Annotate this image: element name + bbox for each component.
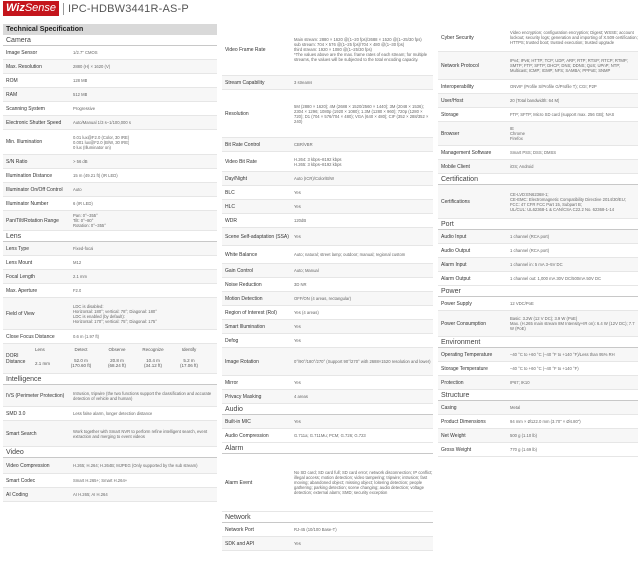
spec-value: RJ-45 (10/100 Base-T) (294, 527, 337, 532)
spec-value: 3 streams (294, 80, 313, 85)
intel-row (3, 407, 217, 421)
spec-label: Noise Reduction (225, 281, 262, 288)
c2-row (222, 320, 433, 334)
spec-value: 770 g (1.69 lb) (510, 447, 538, 452)
spec-label: RAM (6, 91, 18, 98)
camera-row (3, 183, 217, 197)
section-audio: Audio (222, 404, 433, 415)
dori-label: DORI Distance (6, 352, 26, 365)
c3-row (438, 122, 638, 146)
spec-label: Network Port (225, 526, 254, 533)
spec-title: Technical Specification (3, 24, 217, 35)
lens-row (3, 256, 217, 270)
port-row (438, 272, 638, 286)
dori-value-cell: 20.8 m (68.24 ft) (107, 358, 126, 368)
c2-row (222, 186, 433, 200)
spec-value: AI H.265; AI H.264 (73, 492, 108, 497)
spec-label: Net Weight (441, 432, 466, 439)
spec-value: 94 mm × Ø122.0 mm (3.70" × Ø4.80") (510, 419, 581, 424)
spec-label: Management Software (441, 149, 492, 156)
spec-value: FTP; SFTP; Micro SD card (support max. 256 GB); NAS (510, 112, 615, 117)
camera-row (3, 197, 217, 211)
lens-row (3, 284, 217, 298)
spec-value: 1 channel in: 5 mA 3–5V DC (510, 262, 563, 267)
spec-value: 0°/90°/180°/270° (Support 90°/270° with 2688×1520 resolution and lower) (294, 359, 431, 364)
spec-label: Electronic Shutter Speed (6, 119, 62, 126)
dori-head-cell: Detect (74, 347, 88, 352)
lens-row (3, 330, 217, 344)
spec-label: Network Protocol (441, 62, 480, 69)
spec-value: 1 channel (RCA port) (510, 248, 550, 253)
dori-value-cell: 5.2 m (17.06 ft) (179, 358, 198, 368)
c3-row (438, 80, 638, 94)
c2-row (222, 214, 433, 228)
dori-head (33, 345, 217, 354)
spec-label: Alarm Output (441, 275, 471, 282)
spec-label: Browser (441, 130, 460, 137)
spec-value: Auto/Manual 1/3 s–1/100,000 s (73, 120, 131, 125)
lens-row (3, 242, 217, 256)
spec-label: AI Coding (6, 491, 28, 498)
port-row (438, 230, 638, 244)
network-row (222, 537, 433, 551)
spec-value: 2.1 mm (73, 274, 87, 279)
page-footer-marks (180, 582, 480, 585)
spec-value: 0.01 lux@F2.0 (Color, 30 IRE) 0.001 lux@F2.0 (B/W, 30 IRE) 0 lux (Illuminator on) (73, 134, 130, 150)
c2-row (222, 24, 433, 76)
spec-value: CE-LVD:EN62368-1; CE-EMC: Electromagnetic Compatibility Directive 2014/30/EU; FCC: 47 CFR FCC Part 15, Subpart B; UL/CUL: UL62368-1 & CAN/CSA C22.2 No. 62368-1-14 (510, 191, 626, 212)
spec-label: Audio Compression (225, 432, 269, 439)
port-row (438, 244, 638, 258)
camera-row (3, 88, 217, 102)
spec-value: Yes (294, 324, 301, 329)
c2-row (222, 138, 433, 152)
section-environment: Environment (438, 337, 638, 348)
spec-value: Auto; natural; street lamp; outdoor; manual; regional custom (294, 252, 406, 257)
spec-value: Yes (294, 541, 301, 546)
spec-value: CBR/VBR (294, 142, 313, 147)
spec-label: Built-in MIC (225, 418, 251, 425)
c2-row (222, 306, 433, 320)
spec-label: SDK and API (225, 540, 255, 547)
spec-label: Casing (441, 404, 457, 411)
section-intelligence: Intelligence (3, 374, 217, 385)
camera-row (3, 169, 217, 183)
env-row (438, 376, 638, 390)
spec-value: Yes (294, 380, 301, 385)
spec-value: LDC is disabled: Horizontal: 180°; vertical: 78°; Diagonal: 180° LDC is enabled (by default): Horizontal: 170°; vertical: 75°; Diagonal: 175° (73, 303, 157, 324)
spec-value: 20 (Total bandwidth: 64 M) (510, 98, 560, 103)
spec-label: Motion Detection (225, 295, 263, 302)
spec-value: M12 (73, 260, 82, 265)
camera-row (3, 102, 217, 116)
spec-value: Main stream: 2880 × 1620 @(1–20 fps)/2688 × 1520 @(1–25/30 fps) sub stream: 704 × 576 @(1–25 fps)/704 × 480 @(1–30 fps) third stream: 1920 × 1080 @(1–25/30 fps) *The values above are the max. frame rates of each stream; for multiple streams, the values will be subjected to the total encoding capacity. (294, 37, 428, 62)
spec-label: Power Supply (441, 300, 472, 307)
c3-row (438, 146, 638, 160)
spec-label: Stream Capability (225, 79, 265, 86)
c3-row (438, 108, 638, 122)
spec-value: Basic: 3.2W (12 V DC); 3.9 W (PoE) Max. (H.265 main stream 8M Intensity+IR on): 6.4 W (12V DC); 7.7 W (PoE) (510, 316, 635, 331)
dori-row (3, 344, 217, 374)
spec-column-3 (438, 24, 638, 457)
cert-row (438, 185, 638, 219)
spec-label: Storage (441, 111, 459, 118)
spec-value: Work together with Smart NVR to perform refine intelligent search, event extraction and merging to event videos (73, 428, 208, 439)
spec-label: BLC (225, 189, 235, 196)
dori-table (33, 345, 217, 372)
spec-column-1 (3, 24, 217, 502)
spec-value: IP67; IK10 (510, 380, 530, 385)
spec-label: Illuminator Number (6, 200, 49, 207)
spec-label: Max. Aperture (6, 287, 38, 294)
spec-label: Max. Resolution (6, 63, 42, 70)
spec-value: iOS; Android (510, 164, 534, 169)
spec-value: Smart PSS; DSS; DMSS (510, 150, 557, 155)
lens-row (3, 298, 217, 330)
spec-label: Mobile Client (441, 163, 470, 170)
spec-value: 1 channel (RCA port) (510, 234, 550, 239)
camera-row (3, 130, 217, 155)
spec-value: H.265; H.264; H.264B; MJPEG (Only supported by the sub stream) (73, 463, 198, 468)
c2-row (222, 348, 433, 376)
spec-label: Mirror (225, 379, 239, 386)
spec-label: Gross Weight (441, 446, 472, 453)
spec-label: Defog (225, 337, 239, 344)
c2-row (222, 334, 433, 348)
spec-label: Image Sensor (6, 49, 38, 56)
section-camera: Camera (3, 35, 217, 46)
alarm-row (222, 454, 433, 512)
camera-row (3, 46, 217, 60)
spec-label: Bit Rate Control (225, 141, 261, 148)
spec-label: Illuminator On/Off Control (6, 186, 63, 193)
c3-row (438, 24, 638, 52)
c2-row (222, 390, 433, 404)
spec-label: Privacy Masking (225, 393, 262, 400)
section-video: Video (3, 447, 217, 458)
spec-value: Yes (294, 419, 301, 424)
spec-label: Gain Control (225, 267, 254, 274)
lens-row (3, 270, 217, 284)
audio-row (222, 429, 433, 443)
spec-value: 5M (2880 × 1620); 4M (2688 × 1520/2560 × 1440); 3M (2048 × 1536); 2304 × 1296; 1080p (1920 × 1080); 1.3M (1280 × 960); 720p (1280 × 720); D1 (704 × 576/704 × 480); VGA (640 × 480); CIF (352 × 288/352 × 240) (294, 103, 429, 124)
spec-value: Less false alarm, longer detection distance (73, 411, 153, 416)
spec-label: Smart Codec (6, 477, 36, 484)
video-row (3, 474, 217, 488)
spec-label: Lens Mount (6, 259, 33, 266)
spec-value: Metal (510, 405, 521, 410)
spec-label: White Balance (225, 251, 258, 258)
dori-values (33, 354, 217, 372)
struct-row (438, 429, 638, 443)
spec-label: Cyber Security (441, 34, 474, 41)
spec-label: Field of View (6, 310, 35, 317)
spec-label: IVS (Perimeter Protection) (6, 392, 65, 399)
spec-label: Smart Illumination (225, 323, 266, 330)
spec-value: –40 °C to +60 °C (–40 °F to +140 °F) (510, 366, 579, 371)
spec-label: Close Focus Distance (6, 333, 55, 340)
dori-head-cell: Recognize (142, 347, 164, 352)
spec-value: Yes (4 areas) (294, 310, 319, 315)
c2-row (222, 376, 433, 390)
spec-label: Alarm Input (441, 261, 467, 268)
struct-row (438, 401, 638, 415)
dori-value-cell: 52.0 m (170.60 ft) (70, 358, 92, 368)
c2-row (222, 264, 433, 278)
audio-row (222, 415, 433, 429)
camera-row (3, 60, 217, 74)
spec-label: Pan/Tilt/Rotation Range (6, 217, 59, 224)
intel-row (3, 421, 217, 447)
intel-row (3, 385, 217, 407)
spec-value: 500 g (1.10 lb) (510, 433, 538, 438)
c3-row (438, 94, 638, 108)
spec-label: WDR (225, 217, 237, 224)
spec-value: G.711a; G.711Mu; PCM; G.726; G.723 (294, 433, 366, 438)
camera-row (3, 211, 217, 231)
camera-row (3, 74, 217, 88)
spec-value: 12 VDC/PoE (510, 301, 534, 306)
section-alarm: Alarm (222, 443, 433, 454)
spec-label: Alarm Event (225, 479, 253, 486)
spec-value: Intrusion, tripwire (the two functions support the classification and accurate detection of vehicle and human) (73, 390, 212, 401)
video-row (3, 458, 217, 474)
c2-row (222, 90, 433, 138)
c3-row (438, 52, 638, 80)
dori-head-cell: Identify (181, 347, 197, 352)
c2-row (222, 76, 433, 90)
spec-label: Certifications (441, 198, 470, 205)
spec-label: Region of Interest (RoI) (225, 309, 277, 316)
spec-value: IPv4; IPv6; HTTP; TCP; UDP; ARP; RTP; RTSP; RTCP; RTMP; SMTP; FTP; SFTP; DHCP; DNS; DDNS; QoS; UPnP; NTP; Multicast; ICMP; IGMP; NFS; SAMBA; PPPoE; SNMP (510, 58, 628, 73)
spec-label: SMD 3.0 (6, 410, 26, 417)
spec-label: Audio Input (441, 233, 467, 240)
spec-label: Audio Output (441, 247, 471, 254)
spec-label: User/Host (441, 97, 464, 104)
spec-label: Illumination Distance (6, 172, 53, 179)
spec-value: H.264: 3 kbps–8192 kbps H.265: 3 kbps–8192 kbps (294, 156, 342, 167)
env-row (438, 362, 638, 376)
section-power: Power (438, 286, 638, 297)
spec-label: Storage Temperature (441, 365, 488, 372)
spec-label: Video Frame Rate (225, 46, 266, 53)
spec-label: Operating Temperature (441, 351, 493, 358)
spec-value: 6 (IR LED) (73, 201, 93, 206)
spec-value: Yes (294, 234, 301, 239)
spec-label: Smart Search (6, 430, 37, 437)
spec-label: Power Consumption (441, 320, 487, 327)
spec-label: Lens Type (6, 245, 29, 252)
video-row (3, 488, 217, 502)
spec-label: Day/Night (225, 175, 247, 182)
struct-row (438, 443, 638, 457)
spec-label: Product Dimensions (441, 418, 486, 425)
spec-value: 3D NR (294, 282, 307, 287)
spec-label: Scene Self-adaptation (SSA) (225, 233, 289, 240)
spec-label: Interoperability (441, 83, 474, 90)
spec-value: 1 channel out: 1,000 mA 30V DC/500mA 50V DC (510, 276, 602, 281)
spec-value: Smart H.265+; Smart H.264+ (73, 478, 128, 483)
spec-value: ONVIF (Profile S/Profile G/Profile T); CGI; P2P (510, 84, 597, 89)
spec-value: No SD card; SD card full; SD card error; network disconnection; IP conflict; illegal access; motion detection; video tampering; tripwire; intrusion; fast moving; abandoned object; missing object; loitering detection; people gathering; parking detection; scene changing; audio detection; voltage detection; external alarm; SMD; security exception (294, 470, 433, 495)
c2-row (222, 152, 433, 172)
spec-value: Auto (73, 187, 82, 192)
c2-row (222, 278, 433, 292)
spec-label: HLC (225, 203, 236, 210)
spec-column-2 (222, 24, 433, 551)
model-title: IPC-HDBW3441R-AS-P (68, 3, 189, 15)
dori-head-cell: Lens (35, 347, 45, 352)
spec-value: F2.0 (73, 288, 82, 293)
spec-value: Video encryption; configuration encryption; Digest; WSSE; account lockout; security logs; generation and importing of X.509 certification; HTTPS; trusted boot; trusted execution; trusted upgrade (510, 30, 638, 45)
spec-value: 1/2.7" CMOS (73, 50, 98, 55)
spec-value: Yes (294, 338, 301, 343)
spec-value: > 56 dB (73, 159, 88, 164)
c2-row (222, 292, 433, 306)
struct-row (438, 415, 638, 429)
c2-row (222, 246, 433, 264)
network-row (222, 523, 433, 537)
spec-label: Video Compression (6, 462, 50, 469)
spec-label: Resolution (225, 110, 249, 117)
spec-value: 512 MB (73, 92, 88, 97)
env-row (438, 348, 638, 362)
page-header (0, 0, 640, 18)
spec-value: Yes (294, 190, 301, 195)
section-certification: Certification (438, 174, 638, 185)
spec-value: IE Chrome Firefox (510, 126, 525, 141)
spec-value: 120dB (294, 218, 307, 223)
c2-row (222, 200, 433, 214)
c2-row (222, 172, 433, 186)
c3-row (438, 160, 638, 174)
port-row (438, 258, 638, 272)
spec-value: Auto (ICR)/Color/B/W (294, 176, 335, 181)
spec-label: Focal Length (6, 273, 35, 280)
section-lens: Lens (3, 231, 217, 242)
spec-label: Image Rotation (225, 358, 259, 365)
power-row (438, 311, 638, 337)
spec-label: Min. Illumination (6, 139, 43, 145)
spec-value: Auto; Manual (294, 268, 319, 273)
spec-value: 2880 (H) × 1620 (V) (73, 64, 111, 69)
section-port: Port (438, 219, 638, 230)
spec-value: 4 areas (294, 394, 308, 399)
spec-label: ROM (6, 77, 18, 84)
brand-logo: WizSense (3, 1, 59, 16)
spec-value: –40 °C to +60 °C (–40 °F to +140 °F)/Less than 95% RH (510, 352, 615, 357)
c2-row (222, 228, 433, 246)
dori-head-cell: Observe (108, 347, 126, 352)
section-structure: Structure (438, 390, 638, 401)
spec-value: OFF/ON (4 areas, rectangular) (294, 296, 352, 301)
camera-row (3, 155, 217, 169)
spec-value: Progressive (73, 106, 96, 111)
spec-label: Video Bit Rate (225, 158, 257, 165)
power-row (438, 297, 638, 311)
spec-label: Scanning System (6, 105, 45, 112)
spec-value: 128 MB (73, 78, 88, 83)
spec-value: Yes (294, 204, 301, 209)
spec-value: 15 m (49.21 ft) (IR LED) (73, 173, 118, 178)
dori-value-cell: 2.1 mm (35, 360, 51, 366)
section-network: Network (222, 512, 433, 523)
spec-label: Protection (441, 379, 464, 386)
camera-row (3, 116, 217, 130)
spec-value: Fixed-focal (73, 246, 94, 251)
spec-label: S/N Ratio (6, 158, 28, 165)
spec-value: 0.6 m (1.97 ft) (73, 334, 100, 339)
spec-value: Pan: 0°–355° Tilt: 0°–80° Rotation: 0°–355° (73, 213, 106, 228)
dori-value-cell: 10.4 m (34.12 ft) (143, 358, 162, 368)
